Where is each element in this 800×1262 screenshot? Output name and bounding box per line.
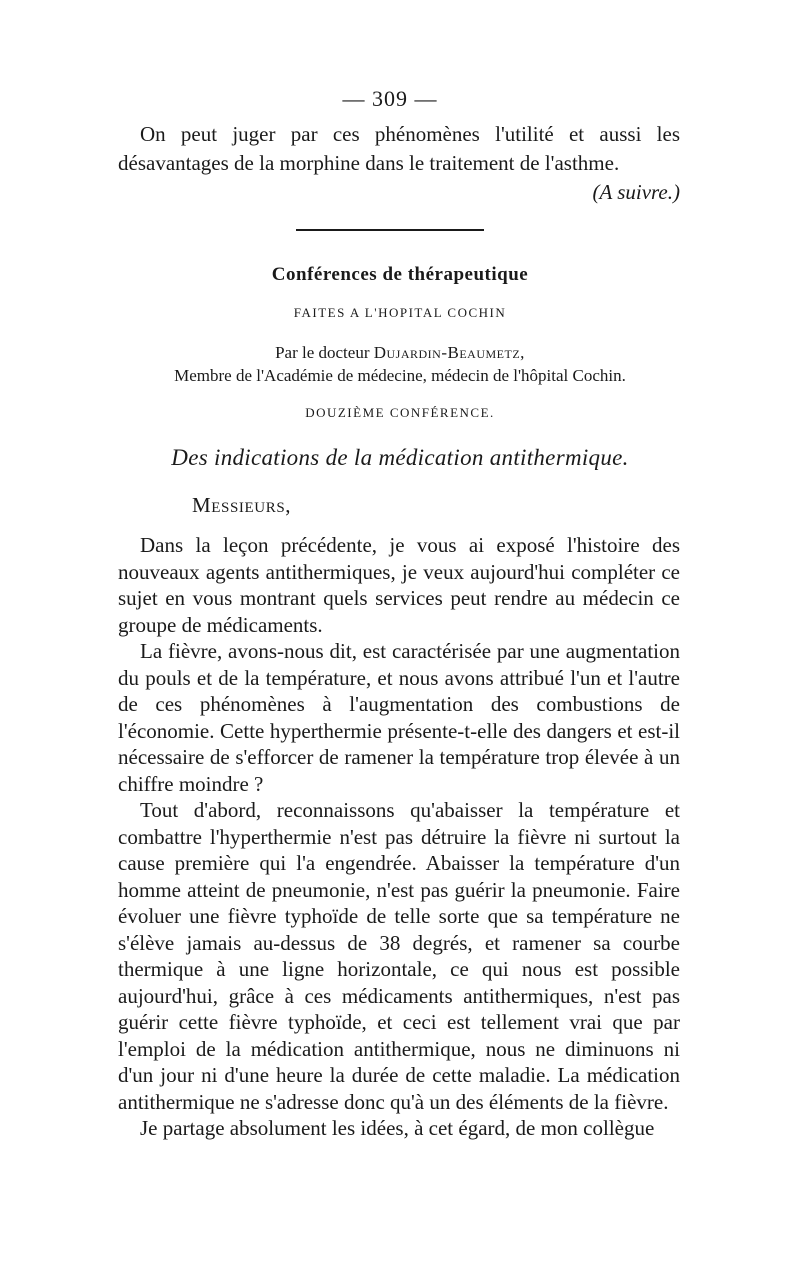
to-be-continued-note: (A suivre.) <box>592 180 680 204</box>
body-paragraph: Dans la leçon précédente, je vous ai exposé l'histoire des nouveaux agents antithermiques, je veux aujourd'hui compléter ce sujet en vous montrant quels services peut rendre au médecin ce groupe de médicaments. <box>118 533 680 637</box>
lecture-number: DOUZIÈME CONFÉRENCE. <box>305 405 495 420</box>
continued-text <box>118 120 680 207</box>
body-paragraph: La fièvre, avons-nous dit, est caractérisée par une augmentation du pouls et de la température, et nous avons attribué l'un et l'autre de ces phénomènes à l'augmentation des combustions de l'économie. Cette hyperthermie présente-t-elle des dangers et est-il nécessaire de s'efforcer de ramener la température trop élevée à un chiffre moindre ? <box>118 639 680 796</box>
series-title: Conférences de thérapeutique <box>271 264 529 285</box>
salutation: Messieurs, <box>192 493 292 517</box>
article-body <box>118 532 680 1142</box>
page-number: — 309 — <box>342 86 438 111</box>
author-line <box>0 342 800 364</box>
body-paragraph: Tout d'abord, reconnaissons qu'abaisser la température et combattre l'hyperthermie n'est pas détruire la fièvre ni surtout la cause première qui l'a engendrée. Abaisser la température d'un homme atteint de pneumonie, n'est pas guérir la pneumonie. Faire évoluer une fièvre typhoïde de telle sorte que sa température ne s'élève jamais au-dessus de 38 degrés, et ramener sa courbe thermique à une ligne horizontale, ce qui nous est possible aujourd'hui, grâce à ces médicaments antithermiques, n'est pas guérir cette fièvre typhoïde, et ceci est tellement vrai que par l'emploi de la médication antithermique, nous ne diminuons ni d'un jour ni d'une heure la durée de cette maladie. La médication antithermique ne s'adresse donc qu'à un des éléments de la fièvre. <box>118 798 680 1114</box>
author-name: Dujardin-Beaumetz, <box>373 343 525 362</box>
lecture-location: FAITES A L'HOPITAL COCHIN <box>293 305 507 320</box>
author-prefix: Par le docteur <box>275 343 374 362</box>
lecture-title: Des indications de la médication antithermique. <box>171 445 629 470</box>
intro-paragraph: On peut juger par ces phénomènes l'utilité et aussi les désavantages de la morphine dans le traitement de l'asthme. <box>118 122 680 175</box>
section-divider <box>296 229 484 231</box>
body-paragraph: Je partage absolument les idées, à cet égard, de mon collègue <box>140 1116 655 1140</box>
author-affiliation: Membre de l'Académie de médecine, médecin de l'hôpital Cochin. <box>174 366 626 385</box>
